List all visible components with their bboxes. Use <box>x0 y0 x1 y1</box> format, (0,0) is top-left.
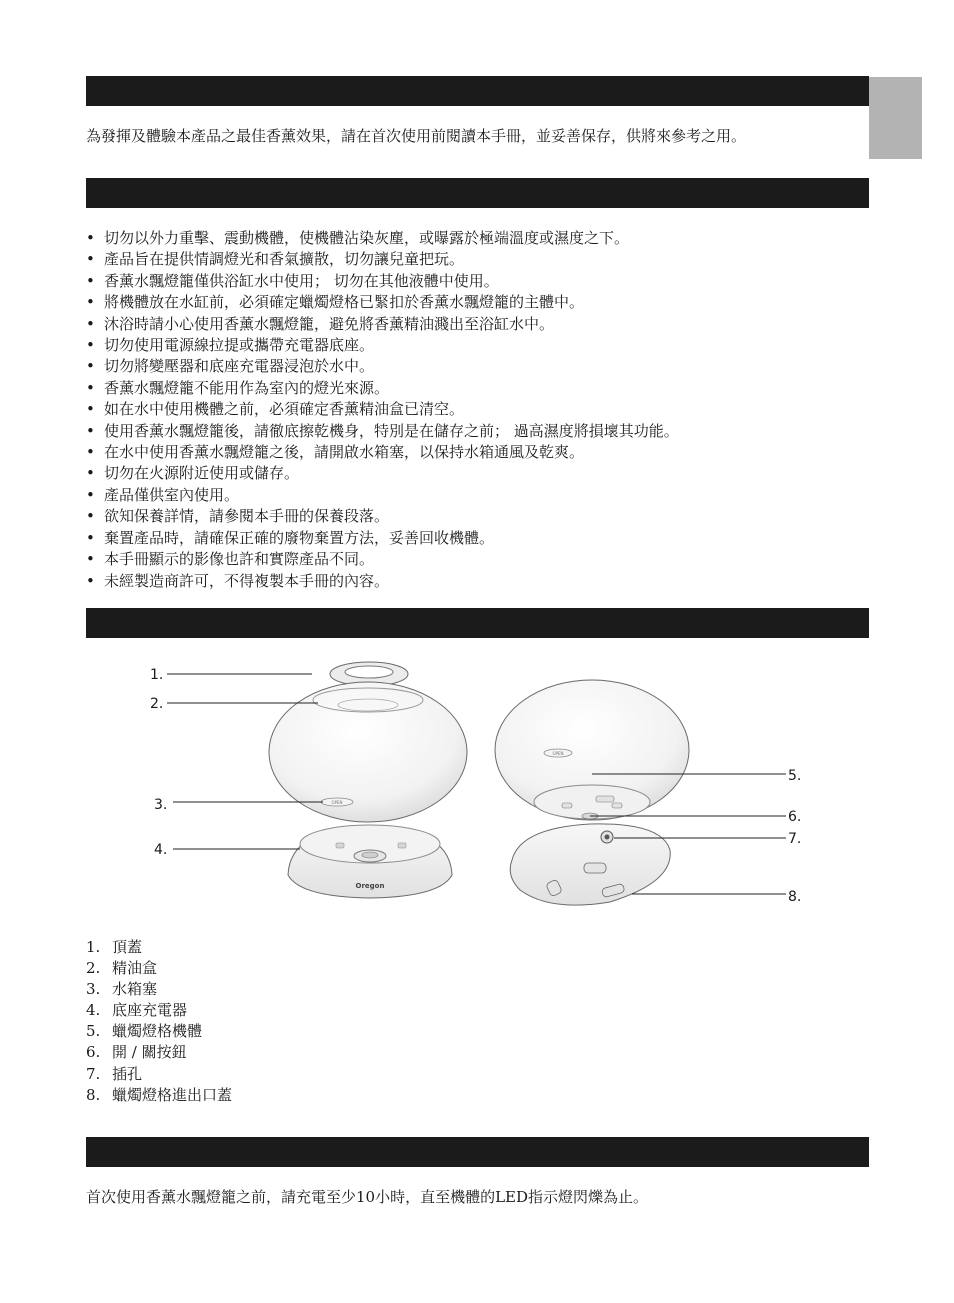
bullet-icon: • <box>86 571 95 590</box>
bullet-icon: • <box>86 528 95 547</box>
bullet-icon: • <box>86 550 95 569</box>
parts-list <box>86 937 232 1106</box>
bullet-icon: • <box>86 336 95 355</box>
bullet-icon: • <box>86 400 95 419</box>
list-item: • 切勿將變壓器和底座充電器浸泡於水中。 <box>86 356 679 377</box>
bullet-icon: • <box>86 464 95 483</box>
charging-text: 首次使用香薰水飄燈籠之前，請充電至少10小時，直至機體的LED指示燈閃爍為止。 <box>86 1188 649 1206</box>
list-item: 8. 蠟燭燈格進出口蓋 <box>86 1085 233 1104</box>
callout-1: 1. <box>150 667 164 683</box>
bullet-icon: • <box>86 485 95 504</box>
list-item: 7. 插孔 <box>86 1064 143 1083</box>
list-item: • 棄置產品時，請確保正確的廢物棄置方法，妥善回收機體。 <box>86 528 679 549</box>
list-item: 6. 開 / 關按鈕 <box>86 1043 187 1062</box>
bullet-icon: • <box>86 229 95 247</box>
section-header-bar-precautions <box>86 178 869 208</box>
list-item: • 切勿以外力重擊、震動機體，使機體沾染灰塵，或曝露於極端溫度或濕度之下。 <box>86 228 679 249</box>
callout-7: 7. <box>788 831 802 847</box>
list-item: • 未經製造商許可，不得複製本手冊的內容。 <box>86 571 679 592</box>
list-item: • 產品旨在提供情調燈光和香氣擴散，切勿讓兒童把玩。 <box>86 249 679 270</box>
list-item: • 香薰水飄燈籠僅供浴缸水中使用； 切勿在其他液體中使用。 <box>86 271 679 292</box>
callout-6: 6. <box>788 809 802 825</box>
tank-open-label: OPEN <box>331 800 343 805</box>
section-header-bar-overview <box>86 608 869 638</box>
product-diagram <box>140 650 820 915</box>
leader-lines <box>167 674 786 894</box>
list-item: 2. 精油盒 <box>86 959 158 978</box>
list-item: • 本手冊顯示的影像也許和實際產品不同。 <box>86 549 679 570</box>
callout-2: 2. <box>150 696 164 712</box>
intro-text: 為發揮及體驗本產品之最佳香薰效果，請在首次使用前閱讀本手冊，並妥善保存，供將來參考之用。 <box>86 127 747 145</box>
compartment-cover-illustration <box>510 824 670 905</box>
list-item: 5. 蠟燭燈格機體 <box>86 1022 203 1041</box>
list-item: 4. 底座充電器 <box>86 1001 188 1020</box>
callout-4: 4. <box>154 842 168 858</box>
bullet-icon: • <box>86 357 95 376</box>
list-item: • 切勿在火源附近使用或儲存。 <box>86 463 679 484</box>
callout-5: 5. <box>788 768 802 784</box>
brand-logo: Oregon <box>355 882 385 890</box>
callout-8: 8. <box>788 889 802 905</box>
side-open-label: OPEN <box>552 751 564 756</box>
language-tab <box>869 77 922 159</box>
precautions-list <box>86 228 679 592</box>
list-item: • 在水中使用香薰水飄燈籠之後，請開啟水箱塞，以保持水箱通風及乾爽。 <box>86 442 679 463</box>
list-item: • 產品僅供室內使用。 <box>86 485 679 506</box>
list-item: • 如在水中使用機體之前，必須確定香薰精油盒已清空。 <box>86 399 679 420</box>
list-item: • 將機體放在水缸前，必須確定蠟燭燈格已緊扣於香薰水飄燈籠的主體中。 <box>86 292 679 313</box>
bullet-icon: • <box>86 271 95 290</box>
section-header-bar-intro <box>86 76 869 106</box>
list-item: • 香薰水飄燈籠不能用作為室內的燈光來源。 <box>86 378 679 399</box>
callout-3: 3. <box>154 797 168 813</box>
bullet-icon: • <box>86 250 95 269</box>
bullet-icon: • <box>86 378 95 397</box>
bullet-icon: • <box>86 507 95 526</box>
list-item: 1. 頂蓋 <box>86 938 143 956</box>
list-item: • 切勿使用電源線拉提或攜帶充電器底座。 <box>86 335 679 356</box>
bullet-icon: • <box>86 421 95 440</box>
list-item: • 欲知保養詳情，請參閱本手冊的保養段落。 <box>86 506 679 527</box>
list-item: 3. 水箱塞 <box>86 980 158 999</box>
base-charger-illustration <box>288 825 452 898</box>
list-item: • 沐浴時請小心使用香薰水飄燈籠，避免將香薰精油濺出至浴缸水中。 <box>86 314 679 335</box>
list-item: • 使用香薰水飄燈籠後，請徹底擦乾機身，特別是在儲存之前； 過高濕度將損壞其功能。 <box>86 421 679 442</box>
bullet-icon: • <box>86 314 95 333</box>
section-header-bar-charging <box>86 1137 869 1167</box>
bullet-icon: • <box>86 443 95 462</box>
bullet-icon: • <box>86 293 95 312</box>
candle-holder-body-illustration <box>495 680 689 820</box>
